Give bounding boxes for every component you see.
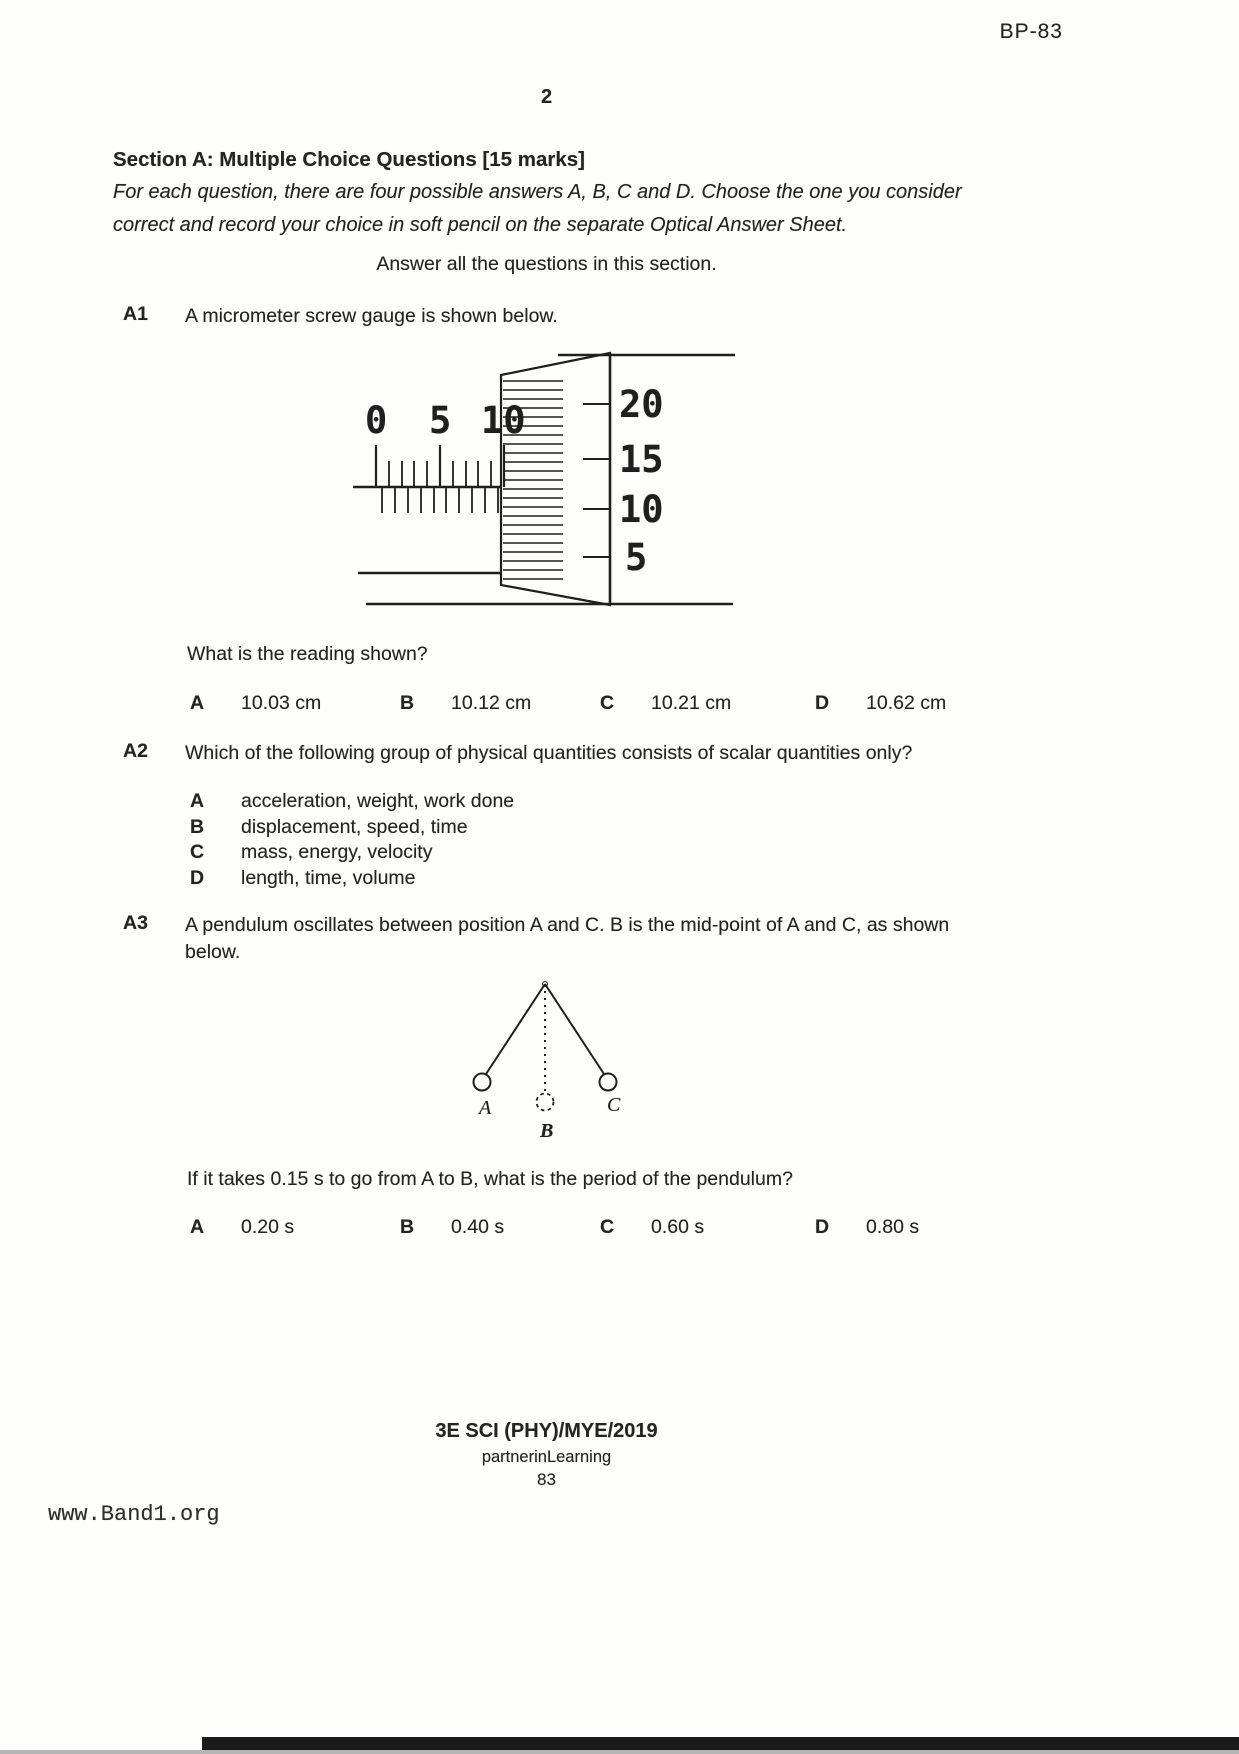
option-value: 0.60 s <box>651 1216 705 1238</box>
pendulum-svg <box>463 973 633 1151</box>
micrometer-svg <box>353 345 738 630</box>
option-a1-d <box>815 692 946 715</box>
pendulum-diagram <box>463 973 633 1151</box>
option-a2-d <box>190 866 514 892</box>
section-title: Section A: Multiple Choice Questions [15 marks] <box>113 148 585 171</box>
option-a2-a <box>190 789 514 815</box>
main-scale-number-10: 10 <box>481 399 526 442</box>
option-value: 0.40 s <box>451 1216 505 1238</box>
pendulum-label-c: C <box>607 1094 621 1116</box>
option-value: mass, energy, velocity <box>241 841 433 863</box>
footer-partner-text: partnerinLearning <box>481 1448 612 1466</box>
option-value: 10.62 cm <box>866 692 947 714</box>
main-scale-number-0: 0 <box>365 399 388 442</box>
thimble-number-5: 5 <box>625 536 648 579</box>
option-value: 0.80 s <box>866 1216 920 1238</box>
option-a1-c <box>600 692 815 715</box>
option-label: C <box>600 692 615 714</box>
option-label: C <box>190 841 205 863</box>
paper-code: BP-83 <box>999 20 1063 43</box>
option-value: 0.20 s <box>241 1216 295 1238</box>
sleeve-half-ticks <box>382 487 498 513</box>
section-instructions: For each question, there are four possible answers A, B, C and D. Choose the one you consider correct and record your choice in soft pencil on the separate Optical Answer Sheet. <box>113 181 962 236</box>
main-scale-number-5: 5 <box>429 399 452 442</box>
option-label: D <box>815 692 830 714</box>
thimble-scale-ticks <box>583 404 609 557</box>
option-label: B <box>190 815 205 838</box>
scan-artifact-strip <box>0 1750 1239 1754</box>
thimble-number-20: 20 <box>619 383 664 426</box>
option-a3-a <box>190 1216 400 1239</box>
option-label: A <box>190 692 205 714</box>
question-a3-options <box>190 1216 1090 1239</box>
question-a3-text: A pendulum oscillates between position A and C. B is the mid-point of A and C, as shown below. <box>185 914 950 963</box>
option-a3-c <box>600 1216 815 1239</box>
option-label: D <box>190 866 205 889</box>
scan-artifact-bar <box>202 1737 1239 1750</box>
option-value: 10.21 cm <box>651 692 732 714</box>
watermark-url: www.Band1.org <box>48 1502 220 1527</box>
thimble-number-10: 10 <box>619 488 664 531</box>
question-a2-options <box>190 789 514 891</box>
micrometer-diagram <box>353 345 738 630</box>
option-label: C <box>600 1216 615 1238</box>
option-value: 10.03 cm <box>241 692 322 714</box>
sleeve-major-ticks <box>376 445 504 487</box>
option-value: length, time, volume <box>241 866 416 889</box>
option-label: A <box>190 790 205 812</box>
option-a2-b <box>190 815 514 841</box>
thimble-number-15: 15 <box>619 438 664 481</box>
option-label: A <box>190 1216 205 1238</box>
option-label: D <box>815 1216 830 1238</box>
option-a1-b <box>400 692 600 715</box>
question-a3-subquestion: If it takes 0.15 s to go from A to B, what is the period of the pendulum? <box>187 1168 793 1190</box>
question-a1-id: A1 <box>123 303 148 325</box>
option-a1-a <box>190 692 400 715</box>
bob-position-c <box>600 1074 617 1091</box>
question-a2-id: A2 <box>123 740 148 762</box>
option-value: displacement, speed, time <box>241 815 468 838</box>
question-a1-text: A micrometer screw gauge is shown below. <box>185 305 558 327</box>
option-value: 10.12 cm <box>451 692 532 714</box>
bob-position-a <box>474 1074 491 1091</box>
question-a3-id: A3 <box>123 912 148 934</box>
string-left <box>486 984 545 1074</box>
option-a2-c <box>190 840 514 866</box>
option-a3-b <box>400 1216 600 1239</box>
string-right <box>545 984 604 1074</box>
footer-exam-code: 3E SCI (PHY)/MYE/2019 <box>435 1420 658 1442</box>
option-label: B <box>400 692 415 714</box>
pendulum-label-b: B <box>540 1120 554 1142</box>
answer-all-note: Answer all the questions in this section. <box>376 253 717 275</box>
option-a3-d <box>815 1216 919 1239</box>
question-a1-subquestion: What is the reading shown? <box>187 643 428 665</box>
question-a1-options <box>190 692 1090 715</box>
pendulum-label-a: A <box>479 1097 492 1119</box>
bob-position-b-dashed <box>537 1094 554 1111</box>
option-label: B <box>400 1216 415 1238</box>
footer-page-ref: 83 <box>537 1470 556 1489</box>
question-a2-text: Which of the following group of physical quantities consists of scalar quantities only? <box>185 742 913 764</box>
page-number: 2 <box>540 86 553 108</box>
option-value: acceleration, weight, work done <box>241 790 515 812</box>
